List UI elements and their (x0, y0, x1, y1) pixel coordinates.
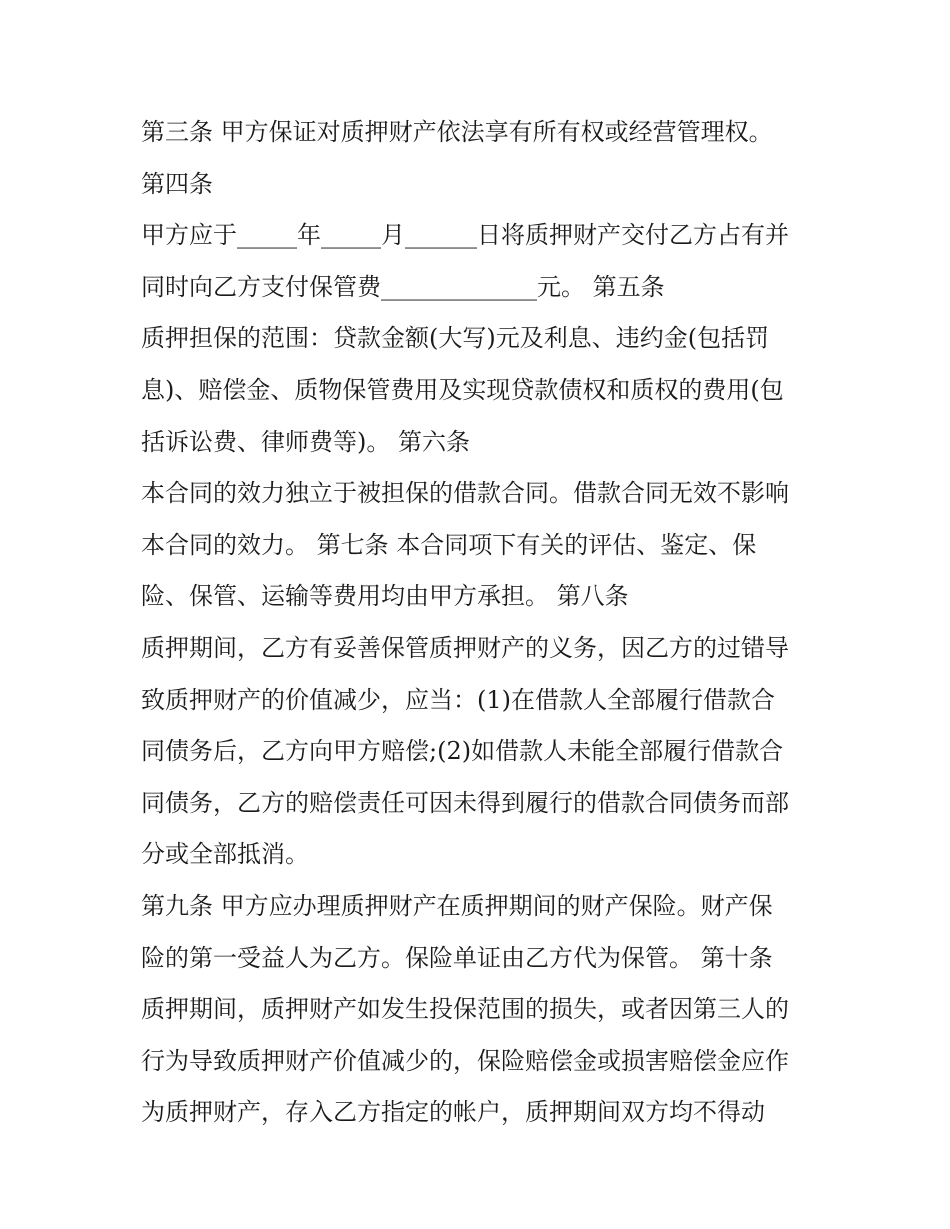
text-line-article-4-heading: 第四条 (141, 169, 213, 198)
text-line: 同时向乙方支付保管费_____________元。 第五条 (141, 272, 665, 301)
document-body (141, 107, 821, 1139)
text-line: 险、保管、运输等费用均由甲方承担。 第八条 (141, 582, 629, 611)
text-line: 险的第一受益人为乙方。保险单证由乙方代为保管。 第十条 (141, 943, 773, 972)
text-line: 同债务，乙方的赔偿责任可因未得到履行的借款合同债务而部 (141, 788, 789, 817)
text-line: 为质押财产，存入乙方指定的帐户，质押期间双方均不得动 (141, 1098, 765, 1127)
text-line: 息)、赔偿金、质物保管费用及实现贷款债权和质权的费用(包 (141, 375, 784, 404)
text-line: 分或全部抵消。 (141, 840, 309, 869)
text-line: 甲方应于_____年_____月______日将质押财产交付乙方占有并 (141, 221, 789, 250)
text-line: 同债务后，乙方向甲方赔偿;(2)如借款人未能全部履行借款合 (141, 737, 784, 766)
text-line: 本合同的效力独立于被担保的借款合同。借款合同无效不影响 (141, 479, 789, 508)
text-line-article-3: 第三条 甲方保证对质押财产依法享有所有权或经营管理权。 (141, 118, 773, 146)
text-line: 本合同的效力。 第七条 本合同项下有关的评估、鉴定、保 (141, 530, 757, 559)
text-line: 行为导致质押财产价值减少的，保险赔偿金或损害赔偿金应作 (141, 1046, 789, 1075)
text-line: 质押期间，质押财产如发生投保范围的损失，或者因第三人的 (141, 995, 789, 1024)
text-line-article-9: 第九条 甲方应办理质押财产在质押期间的财产保险。财产保 (141, 891, 773, 920)
text-line: 括诉讼费、律师费等)。 第六条 (141, 427, 470, 456)
text-line: 致质押财产的价值减少，应当：(1)在借款人全部履行借款合 (141, 685, 775, 714)
text-line: 质押担保的范围：贷款金额(大写)元及利息、违约金(包括罚 (141, 324, 770, 353)
text-line: 质押期间，乙方有妥善保管质押财产的义务，因乙方的过错导 (141, 633, 789, 662)
